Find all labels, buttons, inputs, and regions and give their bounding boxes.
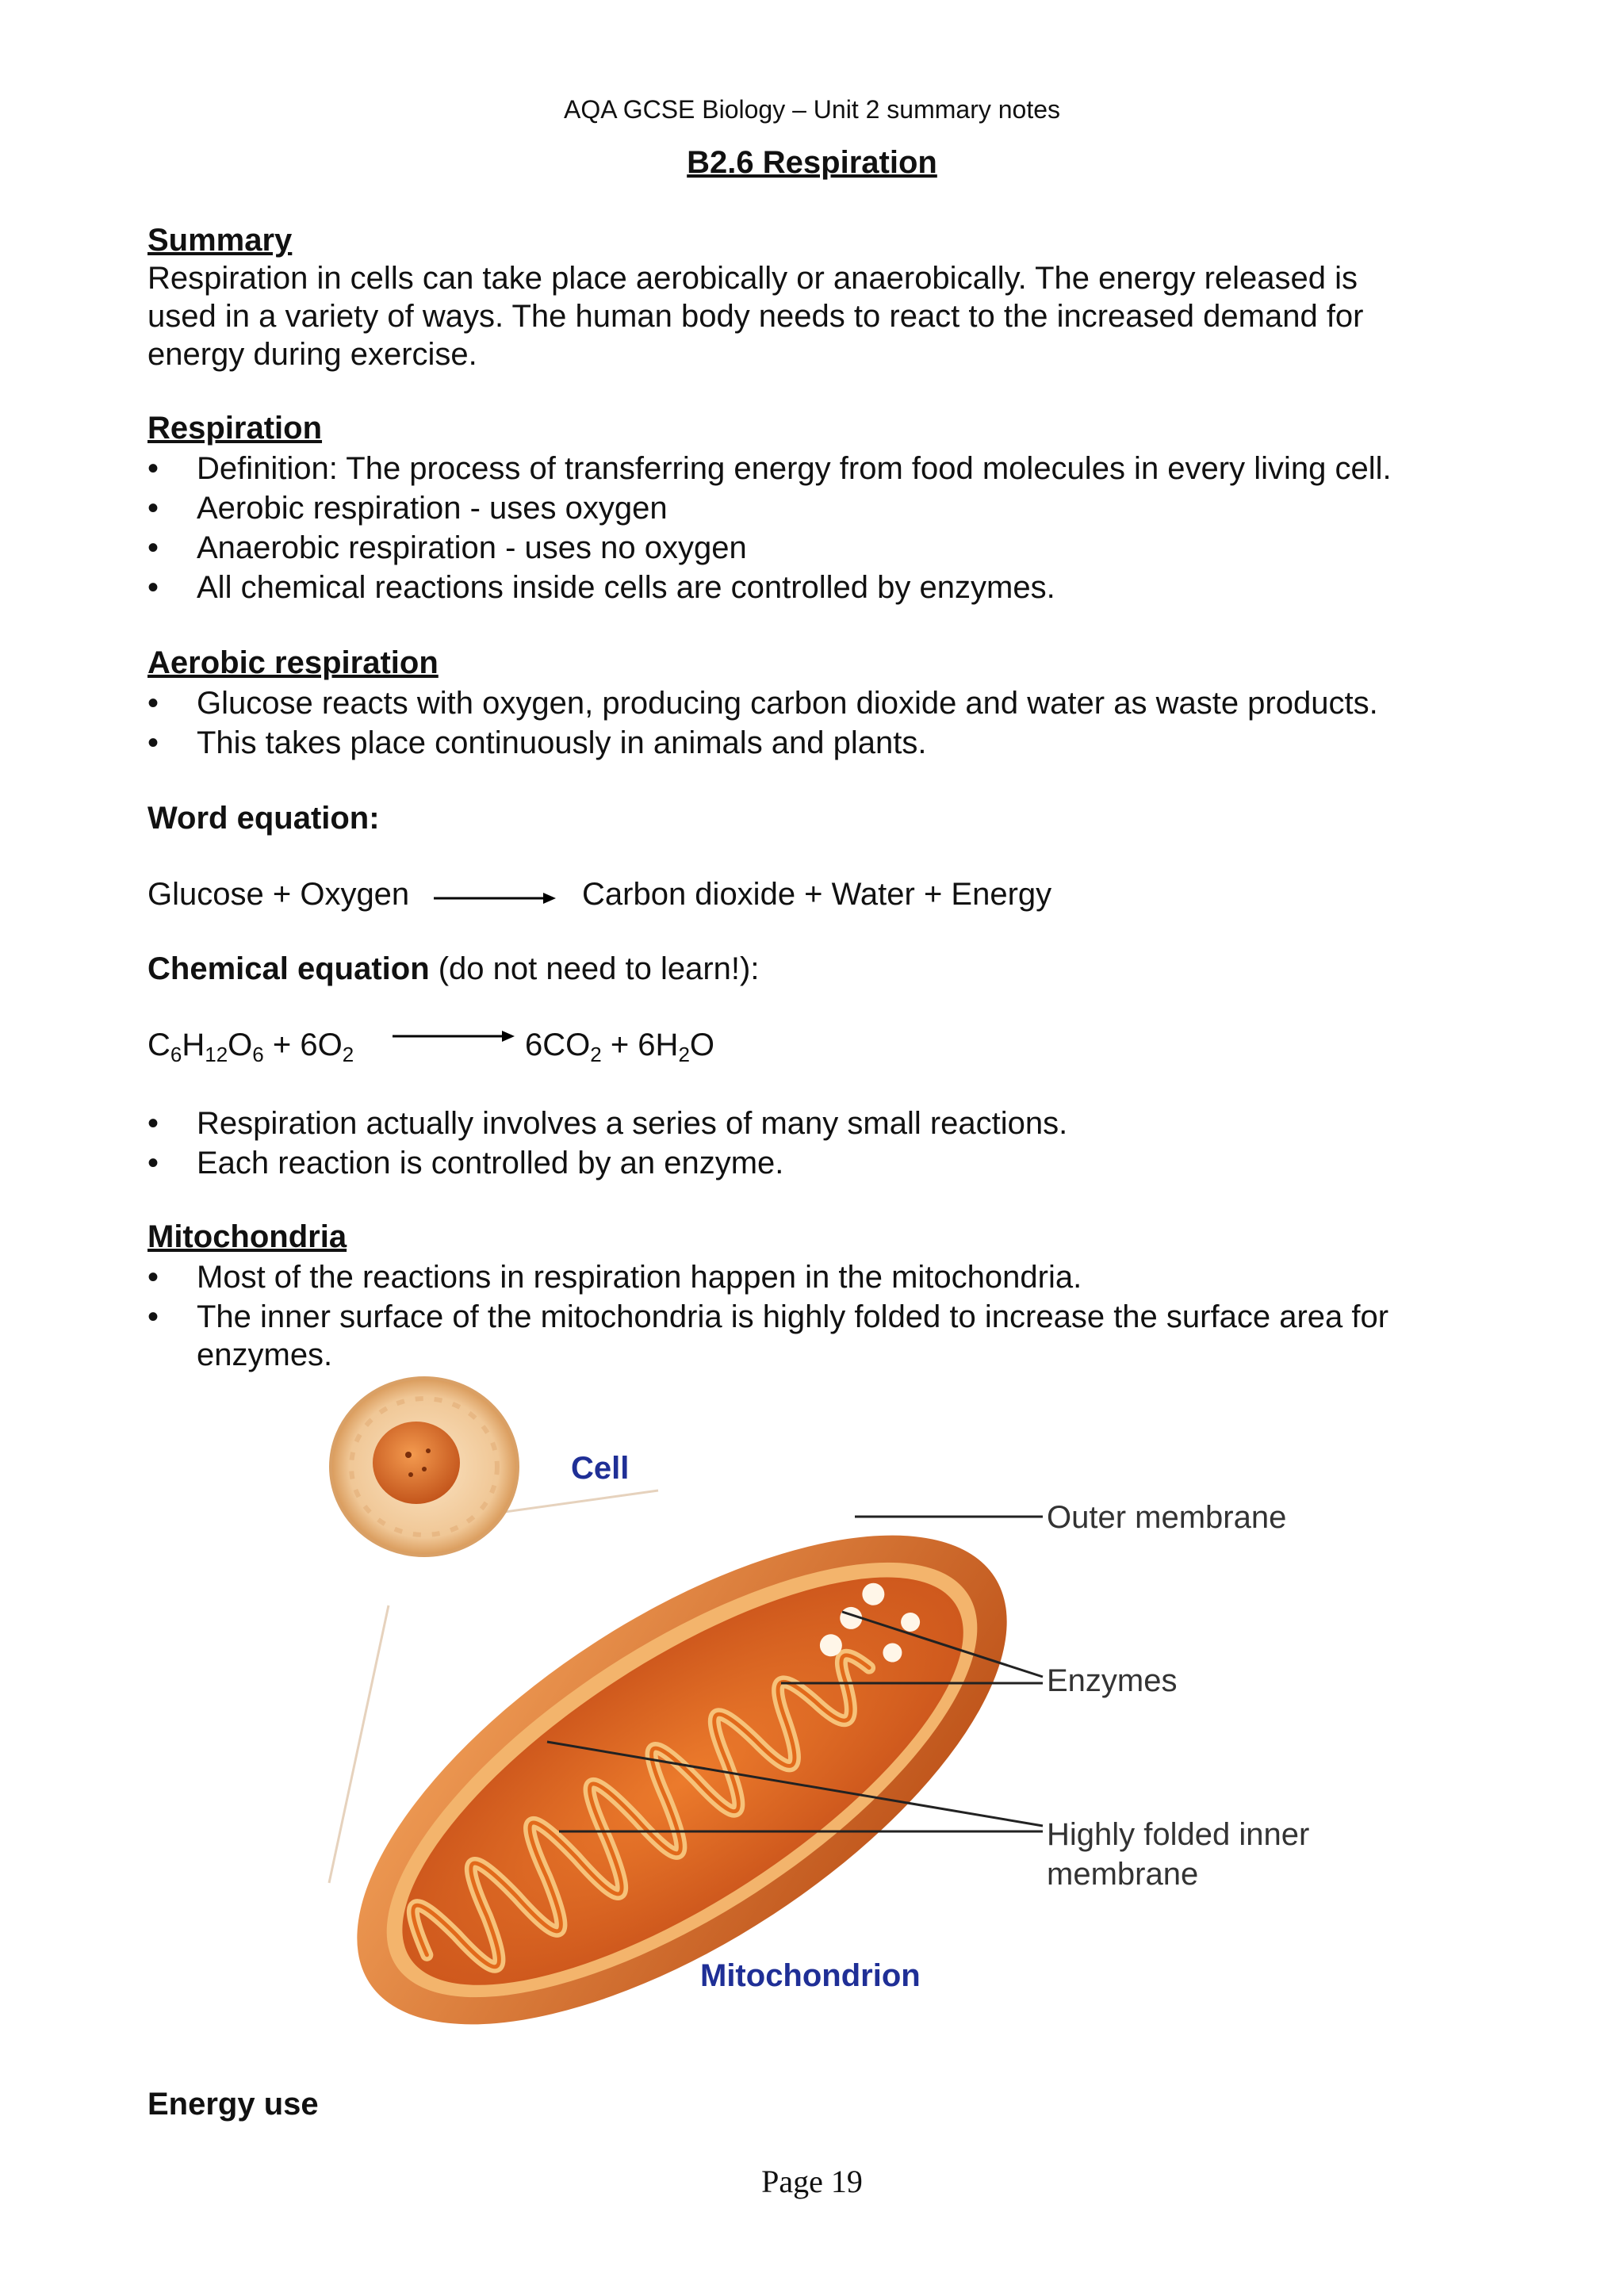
list-item [147,489,1464,527]
list-item-text: Anaerobic respiration - uses no oxygen [197,530,747,565]
outer-membrane-label: Outer membrane [1047,1500,1287,1535]
word-equation-reactants: Glucose + Oxygen [147,877,410,912]
inner-membrane-label-line1: Highly folded inner [1047,1817,1310,1852]
mitochondria-heading: Mitochondria [147,1219,347,1254]
inner-membrane-label-line2: membrane [1047,1857,1199,1892]
bullet-icon: • [147,686,159,721]
formula-subscript: 6 [252,1043,264,1066]
formula-subscript: 2 [342,1043,354,1066]
bullet-icon: • [147,451,159,486]
list-item [147,529,1464,567]
formula-text: O [689,1027,715,1062]
formula-text: O [228,1027,253,1062]
bullet-icon: • [147,1299,159,1334]
energy-use-heading: Energy use [147,2087,319,2122]
chemical-equation-heading-note: (do not need to learn!): [429,951,760,986]
bullet-icon: • [147,1106,159,1141]
list-item [147,450,1464,488]
respiration-bullet-list [147,450,1464,608]
cell-illustration [331,1378,518,1556]
bullet-icon: • [147,1146,159,1181]
list-item-text: Aerobic respiration - uses oxygen [197,491,668,526]
chemical-equation-arrow-icon [391,1024,518,1048]
summary-line: energy during exercise. [147,337,477,372]
summary-line: Respiration in cells can take place aerobically or anaerobically. The energy released is [147,261,1358,296]
cell-label: Cell [571,1451,630,1486]
mitochondrion-label: Mitochondrion [700,1958,921,1993]
reactions-bullet-list [147,1104,1464,1184]
bullet-icon: • [147,570,159,605]
mitochondria-bullet-list [147,1258,1464,1376]
list-item [147,724,1464,762]
list-item [147,1298,1464,1374]
enzymes-label: Enzymes [1047,1663,1178,1698]
formula-text: + 6H [601,1027,679,1062]
formula-text: C [147,1027,170,1062]
bullet-icon: • [147,530,159,565]
formula-subscript: 12 [205,1043,228,1066]
formula-subscript: 6 [170,1043,182,1066]
list-item [147,568,1464,607]
summary-heading: Summary [147,223,293,258]
list-item [147,1258,1464,1296]
chemical-equation-reactants [147,1027,354,1066]
word-equation-heading: Word equation: [147,801,380,836]
document-header: AQA GCSE Biology – Unit 2 summary notes [563,95,1061,124]
list-item [147,1144,1464,1182]
page-title: B2.6 Respiration [687,145,937,180]
mitochondrion-diagram [278,1376,1348,2057]
list-item-text: Most of the reactions in respiration happen in the mitochondria. [197,1260,1082,1295]
aerobic-bullet-list [147,684,1464,763]
list-item-text: All chemical reactions inside cells are controlled by enzymes. [197,570,1055,605]
zoom-guide-line [329,1605,389,1883]
formula-text: 6CO [525,1027,591,1062]
list-item [147,684,1464,722]
list-item-text: Glucose reacts with oxygen, producing carbon dioxide and water as waste products. [197,686,1378,721]
bullet-icon: • [147,491,159,526]
chemical-equation-heading-bold: Chemical equation [147,951,430,986]
aerobic-heading: Aerobic respiration [147,645,439,680]
bullet-icon: • [147,725,159,760]
list-item-text: This takes place continuously in animals and plants. [197,725,927,760]
summary-text [147,259,1448,373]
page-number: Page 19 [761,2164,863,2199]
respiration-heading: Respiration [147,411,323,446]
list-item-text: Respiration actually involves a series of many small reactions. [197,1106,1068,1141]
list-item-text: The inner surface of the mitochondria is highly folded to increase the surface area for enzymes. [197,1299,1389,1372]
formula-subscript: 2 [678,1043,690,1066]
word-equation-products: Carbon dioxide + Water + Energy [582,877,1052,912]
list-item-text: Each reaction is controlled by an enzyme. [197,1146,784,1181]
formula-subscript: 2 [590,1043,602,1066]
formula-text: H [182,1027,205,1062]
summary-line: used in a variety of ways. The human body needs to react to the increased demand for [147,299,1364,334]
formula-text: + 6O [263,1027,343,1062]
bullet-icon: • [147,1260,159,1295]
list-item-text: Definition: The process of transferring energy from food molecules in every living cell. [197,451,1392,486]
chemical-equation-products [525,1027,715,1066]
chemical-equation-heading [147,951,759,987]
word-equation-arrow-icon [432,886,559,910]
list-item [147,1104,1464,1142]
